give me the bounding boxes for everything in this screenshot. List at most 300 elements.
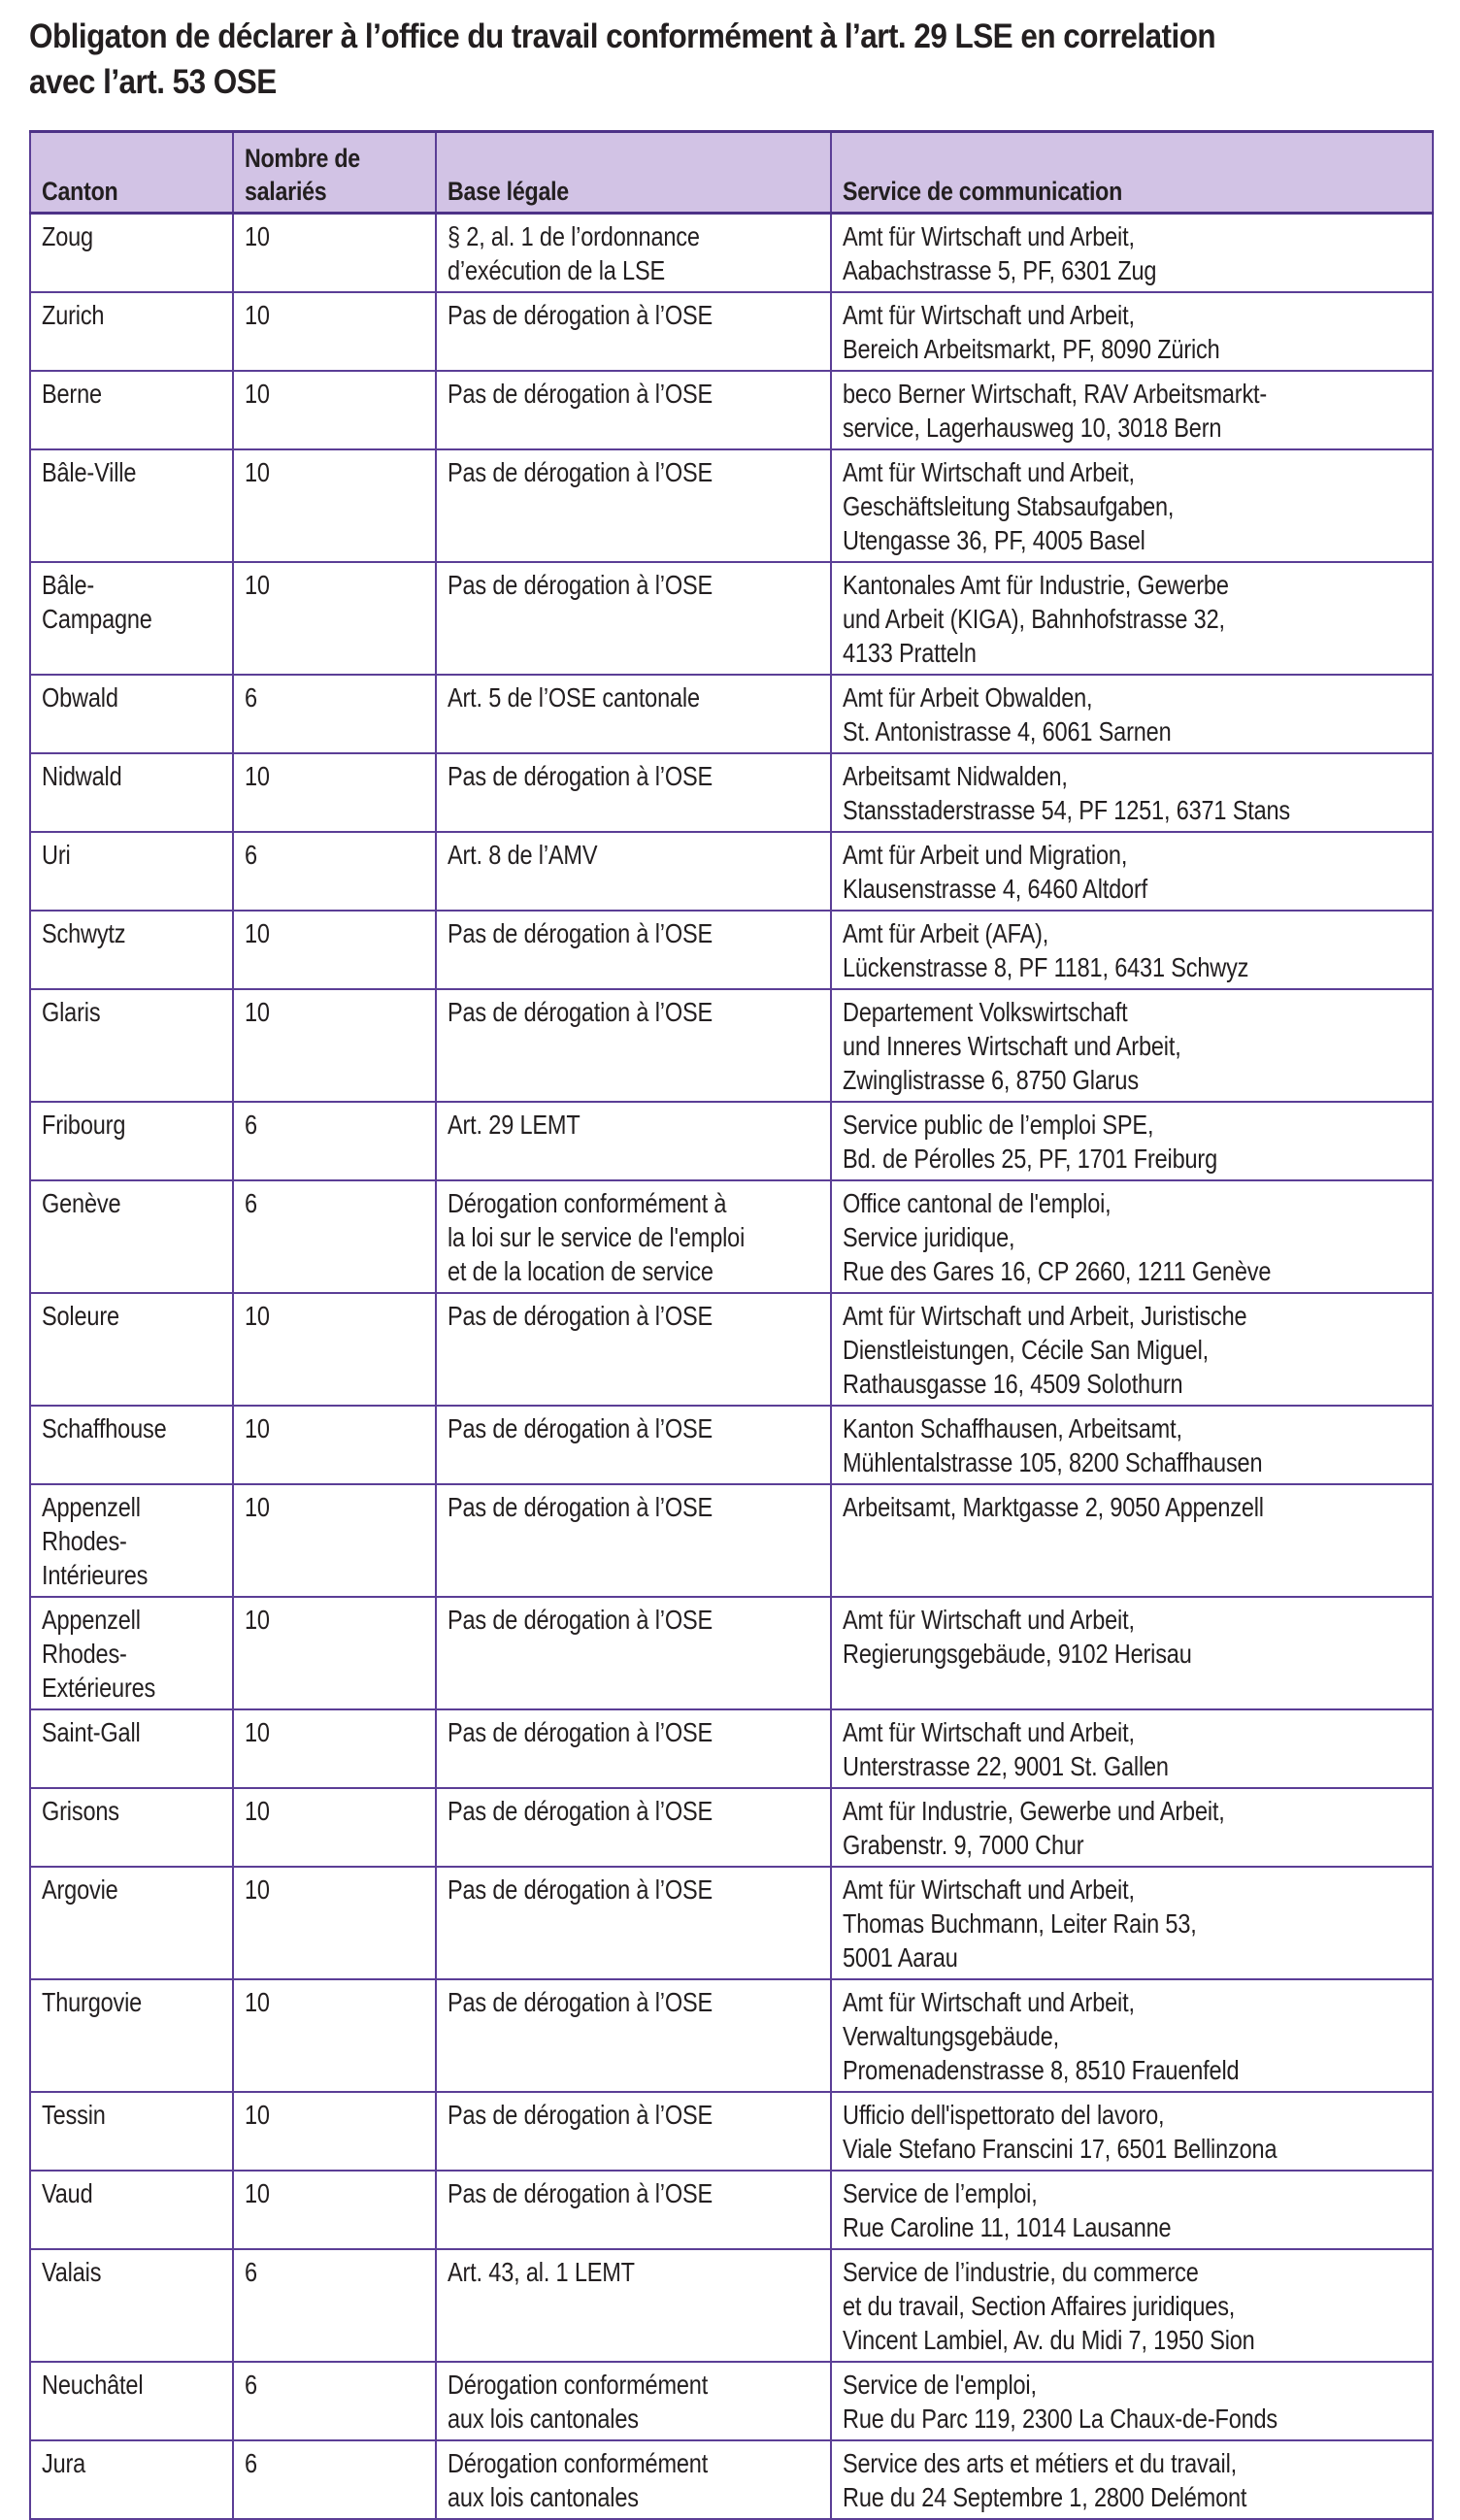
table-body <box>30 214 1433 2520</box>
cell-line: Amt für Wirtschaft und Arbeit, <box>843 457 1135 487</box>
cell-service-text <box>843 1108 1338 1176</box>
canton-reporting-table <box>29 130 1434 2520</box>
cell-line: Service de l'emploi, <box>843 2370 1037 2400</box>
cell-line: Stansstaderstrasse 54, PF 1251, 6371 Stans <box>843 795 1291 825</box>
cell-service-text <box>843 219 1338 287</box>
cell-service <box>831 449 1433 562</box>
cell-canton <box>30 1788 233 1867</box>
cell-legal-basis <box>436 1709 831 1788</box>
cell-line: 10 <box>245 1796 270 1826</box>
table-row <box>30 1788 1433 1867</box>
table-row <box>30 1484 1433 1597</box>
cell-employee-count <box>233 675 436 753</box>
cell-line: 10 <box>245 997 270 1027</box>
cell-employee-count <box>233 2092 436 2171</box>
cell-line: Rhodes- <box>42 1526 127 1556</box>
cell-employee-count-text <box>245 1715 405 1749</box>
cell-line: et du travail, Section Affaires juridiques, <box>843 2291 1236 2321</box>
cell-employee-count <box>233 562 436 675</box>
header-label <box>448 175 777 208</box>
table-row <box>30 292 1433 371</box>
cell-canton-text <box>42 1299 202 1333</box>
cell-service <box>831 1709 1433 1788</box>
cell-employee-count <box>233 832 436 911</box>
cell-line: Vaud <box>42 2178 93 2208</box>
cell-line: Pas de dérogation à l’OSE <box>448 1987 713 2017</box>
cell-service-text <box>843 2368 1338 2436</box>
cell-line: Arbeitsamt, Marktgasse 2, 9050 Appenzell <box>843 1492 1264 1522</box>
cell-line: Schaffhouse <box>42 1413 167 1443</box>
cell-canton <box>30 911 233 989</box>
cell-service <box>831 1180 1433 1293</box>
cell-service <box>831 2440 1433 2519</box>
cell-employee-count-text <box>245 1873 405 1907</box>
cell-line: Schwytz <box>42 918 126 948</box>
cell-line: Service de l’emploi, <box>843 2178 1038 2208</box>
cell-canton <box>30 675 233 753</box>
cell-service-text <box>843 1985 1338 2087</box>
cell-line: Pas de dérogation à l’OSE <box>448 1796 713 1826</box>
cell-line: service, Lagerhausweg 10, 3018 Bern <box>843 413 1222 443</box>
cell-line: Pas de dérogation à l’OSE <box>448 918 713 948</box>
table-row <box>30 2171 1433 2249</box>
cell-line: 10 <box>245 300 270 330</box>
cell-canton <box>30 832 233 911</box>
cell-canton-text <box>42 838 202 872</box>
cell-line: aux lois cantonales <box>448 2404 639 2434</box>
cell-service-text <box>843 1794 1338 1862</box>
cell-line: Geschäftsleitung Stabsaufgaben, <box>843 491 1175 521</box>
cell-employee-count <box>233 1180 436 1293</box>
cell-legal-basis-text <box>448 1411 769 1445</box>
cell-service-text <box>843 377 1338 445</box>
cell-employee-count <box>233 1484 436 1597</box>
cell-line: Amt für Wirtschaft und Arbeit, <box>843 1605 1135 1635</box>
cell-employee-count-text <box>245 838 405 872</box>
cell-service <box>831 2092 1433 2171</box>
cell-service <box>831 1484 1433 1597</box>
cell-canton-text <box>42 219 202 253</box>
cell-employee-count-text <box>245 2098 405 2132</box>
cell-employee-count-text <box>245 1985 405 2019</box>
cell-canton-text <box>42 2368 202 2402</box>
cell-employee-count <box>233 911 436 989</box>
cell-line: Pas de dérogation à l’OSE <box>448 570 713 600</box>
cell-canton <box>30 1867 233 1979</box>
cell-line: Service des arts et métiers et du travail, <box>843 2448 1238 2478</box>
cell-line: Rhodes- <box>42 1639 127 1669</box>
cell-employee-count-text <box>245 1794 405 1828</box>
cell-legal-basis-text <box>448 1299 769 1333</box>
cell-line: 10 <box>245 2100 270 2130</box>
cell-canton <box>30 1709 233 1788</box>
cell-line: 6 <box>245 2448 257 2478</box>
cell-canton-text <box>42 2446 202 2480</box>
cell-legal-basis-text <box>448 1715 769 1749</box>
cell-service <box>831 1788 1433 1867</box>
cell-line: Pas de dérogation à l’OSE <box>448 1874 713 1905</box>
cell-canton <box>30 1979 233 2092</box>
cell-line: Aabachstrasse 5, PF, 6301 Zug <box>843 255 1157 285</box>
title-line-2: avec l’art. 53 OSE <box>29 63 277 101</box>
cell-legal-basis <box>436 1867 831 1979</box>
cell-employee-count-text <box>245 219 405 253</box>
cell-legal-basis-text <box>448 1108 769 1142</box>
table-row <box>30 2092 1433 2171</box>
cell-employee-count-text <box>245 2368 405 2402</box>
cell-service <box>831 753 1433 832</box>
cell-line: Bâle-Ville <box>42 457 137 487</box>
cell-line: Tessin <box>42 2100 106 2130</box>
cell-legal-basis <box>436 1979 831 2092</box>
cell-line: Berne <box>42 379 102 409</box>
cell-employee-count <box>233 2440 436 2519</box>
cell-legal-basis-text <box>448 995 769 1029</box>
cell-line: Rue des Gares 16, CP 2660, 1211 Genève <box>843 1256 1272 1286</box>
cell-line: Neuchâtel <box>42 2370 144 2400</box>
cell-employee-count-text <box>245 568 405 602</box>
cell-line: Lückenstrasse 8, PF 1181, 6431 Schwyz <box>843 952 1249 982</box>
cell-canton-text <box>42 377 202 411</box>
cell-line: Pas de dérogation à l’OSE <box>448 1717 713 1747</box>
table-row <box>30 449 1433 562</box>
cell-line: Unterstrasse 22, 9001 St. Gallen <box>843 1751 1169 1781</box>
cell-line: la loi sur le service de l'emploi <box>448 1222 746 1252</box>
cell-canton <box>30 2362 233 2440</box>
cell-legal-basis <box>436 675 831 753</box>
cell-legal-basis <box>436 1406 831 1484</box>
cell-legal-basis-text <box>448 759 769 793</box>
cell-canton-text <box>42 1873 202 1907</box>
table-row <box>30 371 1433 449</box>
table-header <box>30 132 1433 214</box>
cell-service-text <box>843 2446 1338 2514</box>
cell-line: Appenzell <box>42 1492 141 1522</box>
cell-service-text <box>843 759 1338 827</box>
cell-service-text <box>843 2176 1338 2244</box>
table-row <box>30 1709 1433 1788</box>
cell-legal-basis <box>436 1293 831 1406</box>
title-line-1: Obligaton de déclarer à l’office du travail conformément à l’art. 29 LSE en correlation <box>29 17 1216 55</box>
cell-line: Vincent Lambiel, Av. du Midi 7, 1950 Sion <box>843 2325 1255 2355</box>
cell-line: Pas de dérogation à l’OSE <box>448 300 713 330</box>
cell-canton <box>30 2249 233 2362</box>
cell-line: Amt für Wirtschaft und Arbeit, <box>843 1874 1135 1905</box>
cell-canton-text <box>42 2255 202 2289</box>
cell-line: Soleure <box>42 1301 119 1331</box>
cell-service <box>831 2249 1433 2362</box>
cell-line: Utengasse 36, PF, 4005 Basel <box>843 525 1145 555</box>
cell-employee-count <box>233 2171 436 2249</box>
cell-legal-basis-text <box>448 455 769 489</box>
cell-canton-text <box>42 568 202 636</box>
cell-legal-basis <box>436 371 831 449</box>
cell-line: 10 <box>245 918 270 948</box>
cell-line: Pas de dérogation à l’OSE <box>448 1605 713 1635</box>
cell-service <box>831 2362 1433 2440</box>
cell-line: Zoug <box>42 221 93 251</box>
header-legal-basis <box>436 132 831 214</box>
cell-canton-text <box>42 455 202 489</box>
cell-canton <box>30 562 233 675</box>
cell-line: 10 <box>245 379 270 409</box>
cell-employee-count-text <box>245 680 405 714</box>
cell-canton <box>30 753 233 832</box>
cell-employee-count <box>233 1788 436 1867</box>
cell-line: Jura <box>42 2448 86 2478</box>
table-row <box>30 989 1433 1102</box>
cell-line: 10 <box>245 221 270 251</box>
cell-canton <box>30 2092 233 2171</box>
cell-service-text <box>843 455 1338 557</box>
cell-canton-text <box>42 1411 202 1445</box>
cell-line: Intérieures <box>42 1560 149 1590</box>
cell-service <box>831 832 1433 911</box>
header-label <box>843 175 1349 208</box>
table-row <box>30 911 1433 989</box>
cell-employee-count <box>233 2249 436 2362</box>
table-row <box>30 214 1433 293</box>
cell-line: 6 <box>245 1188 257 1218</box>
cell-employee-count-text <box>245 1299 405 1333</box>
cell-line: Amt für Wirtschaft und Arbeit, <box>843 1717 1135 1747</box>
table-row <box>30 562 1433 675</box>
cell-line: Glaris <box>42 997 101 1027</box>
cell-canton-text <box>42 1603 202 1705</box>
cell-line: Grisons <box>42 1796 119 1826</box>
cell-line: 10 <box>245 457 270 487</box>
header-service <box>831 132 1433 214</box>
cell-legal-basis-text <box>448 2176 769 2210</box>
cell-line: Pas de dérogation à l’OSE <box>448 1301 713 1331</box>
cell-service-text <box>843 1490 1338 1524</box>
cell-employee-count-text <box>245 2255 405 2289</box>
cell-line: Ufficio dell'ispettorato del lavoro, <box>843 2100 1165 2130</box>
cell-line: Pas de dérogation à l’OSE <box>448 379 713 409</box>
table-row <box>30 2440 1433 2519</box>
cell-service <box>831 1979 1433 2092</box>
cell-employee-count-text <box>245 298 405 332</box>
cell-line: Dérogation conformément <box>448 2370 709 2400</box>
cell-line: Extérieures <box>42 1673 156 1703</box>
cell-legal-basis-text <box>448 1794 769 1828</box>
cell-legal-basis <box>436 292 831 371</box>
cell-line: Rue Caroline 11, 1014 Lausanne <box>843 2212 1172 2242</box>
cell-line: 10 <box>245 2178 270 2208</box>
cell-legal-basis-text <box>448 298 769 332</box>
cell-employee-count-text <box>245 759 405 793</box>
cell-employee-count-text <box>245 916 405 950</box>
cell-employee-count <box>233 989 436 1102</box>
table-row <box>30 753 1433 832</box>
cell-line: Amt für Wirtschaft und Arbeit, Juristische <box>843 1301 1247 1331</box>
cell-line: 6 <box>245 2370 257 2400</box>
cell-canton <box>30 989 233 1102</box>
cell-line: Nidwald <box>42 761 122 791</box>
cell-line: 5001 Aarau <box>843 1942 958 1973</box>
cell-canton <box>30 449 233 562</box>
cell-line: Kanton Schaffhausen, Arbeitsamt, <box>843 1413 1182 1443</box>
cell-line: Bâle- <box>42 570 95 600</box>
cell-employee-count-text <box>245 995 405 1029</box>
cell-service-text <box>843 1299 1338 1401</box>
cell-line: et de la location de service <box>448 1256 713 1286</box>
cell-canton <box>30 1597 233 1709</box>
cell-line: 10 <box>245 1717 270 1747</box>
cell-service <box>831 675 1433 753</box>
cell-line: Pas de dérogation à l’OSE <box>448 761 713 791</box>
cell-canton-text <box>42 680 202 714</box>
cell-employee-count-text <box>245 1411 405 1445</box>
cell-service <box>831 1597 1433 1709</box>
cell-legal-basis-text <box>448 1603 769 1637</box>
cell-canton <box>30 1406 233 1484</box>
cell-canton-text <box>42 1985 202 2019</box>
cell-line: beco Berner Wirtschaft, RAV Arbeitsmarkt- <box>843 379 1268 409</box>
cell-service-text <box>843 2098 1338 2166</box>
cell-line: Zwinglistrasse 6, 8750 Glarus <box>843 1065 1139 1095</box>
cell-legal-basis <box>436 2440 831 2519</box>
cell-legal-basis <box>436 753 831 832</box>
header-label <box>245 142 409 208</box>
cell-line: Art. 43, al. 1 LEMT <box>448 2257 635 2287</box>
cell-legal-basis-text <box>448 2098 769 2132</box>
header-row <box>30 132 1433 214</box>
cell-canton-text <box>42 1186 202 1220</box>
cell-line: Uri <box>42 840 71 870</box>
cell-line: Kantonales Amt für Industrie, Gewerbe <box>843 570 1229 600</box>
cell-legal-basis <box>436 1484 831 1597</box>
cell-line: d’exécution de la LSE <box>448 255 665 285</box>
cell-line: Thomas Buchmann, Leiter Rain 53, <box>843 1908 1197 1939</box>
cell-line: Genève <box>42 1188 121 1218</box>
cell-line: Campagne <box>42 604 152 634</box>
cell-line: 10 <box>245 1874 270 1905</box>
cell-line: Pas de dérogation à l’OSE <box>448 1492 713 1522</box>
table-row <box>30 675 1433 753</box>
cell-legal-basis <box>436 2171 831 2249</box>
cell-legal-basis-text <box>448 568 769 602</box>
table-row <box>30 2362 1433 2440</box>
cell-canton <box>30 2440 233 2519</box>
table-row <box>30 1867 1433 1979</box>
cell-line: Argovie <box>42 1874 118 1905</box>
cell-employee-count <box>233 1709 436 1788</box>
cell-service <box>831 911 1433 989</box>
cell-legal-basis <box>436 911 831 989</box>
cell-line: Appenzell <box>42 1605 141 1635</box>
document-title <box>29 14 1305 105</box>
cell-line: 10 <box>245 1987 270 2017</box>
cell-service-text <box>843 916 1338 984</box>
cell-canton-text <box>42 759 202 793</box>
table-row <box>30 832 1433 911</box>
cell-line: 10 <box>245 1413 270 1443</box>
cell-service <box>831 214 1433 293</box>
table-row <box>30 2249 1433 2362</box>
cell-legal-basis <box>436 1788 831 1867</box>
cell-line: St. Antonistrasse 4, 6061 Sarnen <box>843 716 1172 746</box>
cell-line: 10 <box>245 1301 270 1331</box>
cell-service-text <box>843 1186 1338 1288</box>
cell-canton <box>30 1102 233 1180</box>
cell-line: 6 <box>245 682 257 713</box>
cell-employee-count-text <box>245 2446 405 2480</box>
cell-legal-basis-text <box>448 2368 769 2436</box>
cell-line: Promenadenstrasse 8, 8510 Frauenfeld <box>843 2055 1240 2085</box>
cell-canton <box>30 1484 233 1597</box>
cell-employee-count <box>233 449 436 562</box>
cell-line: Zurich <box>42 300 105 330</box>
cell-canton <box>30 371 233 449</box>
cell-line: Departement Volkswirtschaft <box>843 997 1128 1027</box>
cell-legal-basis-text <box>448 1186 769 1288</box>
cell-line: Grabenstr. 9, 7000 Chur <box>843 1830 1084 1860</box>
cell-canton <box>30 2171 233 2249</box>
cell-service <box>831 562 1433 675</box>
cell-line: Art. 5 de l’OSE cantonale <box>448 682 700 713</box>
cell-line: 4133 Pratteln <box>843 638 977 668</box>
cell-line: Amt für Industrie, Gewerbe und Arbeit, <box>843 1796 1225 1826</box>
header-canton <box>30 132 233 214</box>
cell-employee-count <box>233 1597 436 1709</box>
cell-legal-basis-text <box>448 838 769 872</box>
cell-legal-basis-text <box>448 680 769 714</box>
cell-legal-basis-text <box>448 377 769 411</box>
cell-canton-text <box>42 1715 202 1749</box>
cell-employee-count <box>233 1293 436 1406</box>
cell-line: Art. 29 LEMT <box>448 1110 581 1140</box>
cell-line: Office cantonal de l'emploi, <box>843 1188 1112 1218</box>
cell-line: Amt für Arbeit (AFA), <box>843 918 1049 948</box>
cell-canton-text <box>42 1490 202 1592</box>
cell-line: Pas de dérogation à l’OSE <box>448 1413 713 1443</box>
header-label-line: salariés <box>245 177 327 206</box>
cell-employee-count-text <box>245 2176 405 2210</box>
cell-line: Dérogation conformément <box>448 2448 709 2478</box>
cell-legal-basis-text <box>448 1873 769 1907</box>
cell-service <box>831 989 1433 1102</box>
cell-service <box>831 1867 1433 1979</box>
cell-employee-count-text <box>245 377 405 411</box>
cell-line: Regierungsgebäude, 9102 Herisau <box>843 1639 1192 1669</box>
cell-line: Service public de l’emploi SPE, <box>843 1110 1154 1140</box>
cell-canton-text <box>42 916 202 950</box>
cell-line: Rue du 24 Septembre 1, 2800 Delémont <box>843 2482 1247 2512</box>
cell-legal-basis <box>436 1597 831 1709</box>
cell-line: Obwald <box>42 682 118 713</box>
cell-employee-count-text <box>245 455 405 489</box>
cell-employee-count-text <box>245 1603 405 1637</box>
cell-line: und Arbeit (KIGA), Bahnhofstrasse 32, <box>843 604 1225 634</box>
cell-legal-basis-text <box>448 219 769 287</box>
cell-line: Pas de dérogation à l’OSE <box>448 2178 713 2208</box>
cell-service <box>831 2171 1433 2249</box>
cell-line: 6 <box>245 1110 257 1140</box>
cell-legal-basis <box>436 562 831 675</box>
header-employees <box>233 132 436 214</box>
cell-legal-basis-text <box>448 2255 769 2289</box>
cell-employee-count <box>233 1867 436 1979</box>
cell-line: Dienstleistungen, Cécile San Miguel, <box>843 1335 1210 1365</box>
cell-service <box>831 1293 1433 1406</box>
cell-legal-basis <box>436 449 831 562</box>
cell-line: Amt für Wirtschaft und Arbeit, <box>843 300 1135 330</box>
cell-line: Amt für Arbeit und Migration, <box>843 840 1128 870</box>
cell-canton <box>30 292 233 371</box>
cell-service-text <box>843 1715 1338 1783</box>
table-row <box>30 1406 1433 1484</box>
